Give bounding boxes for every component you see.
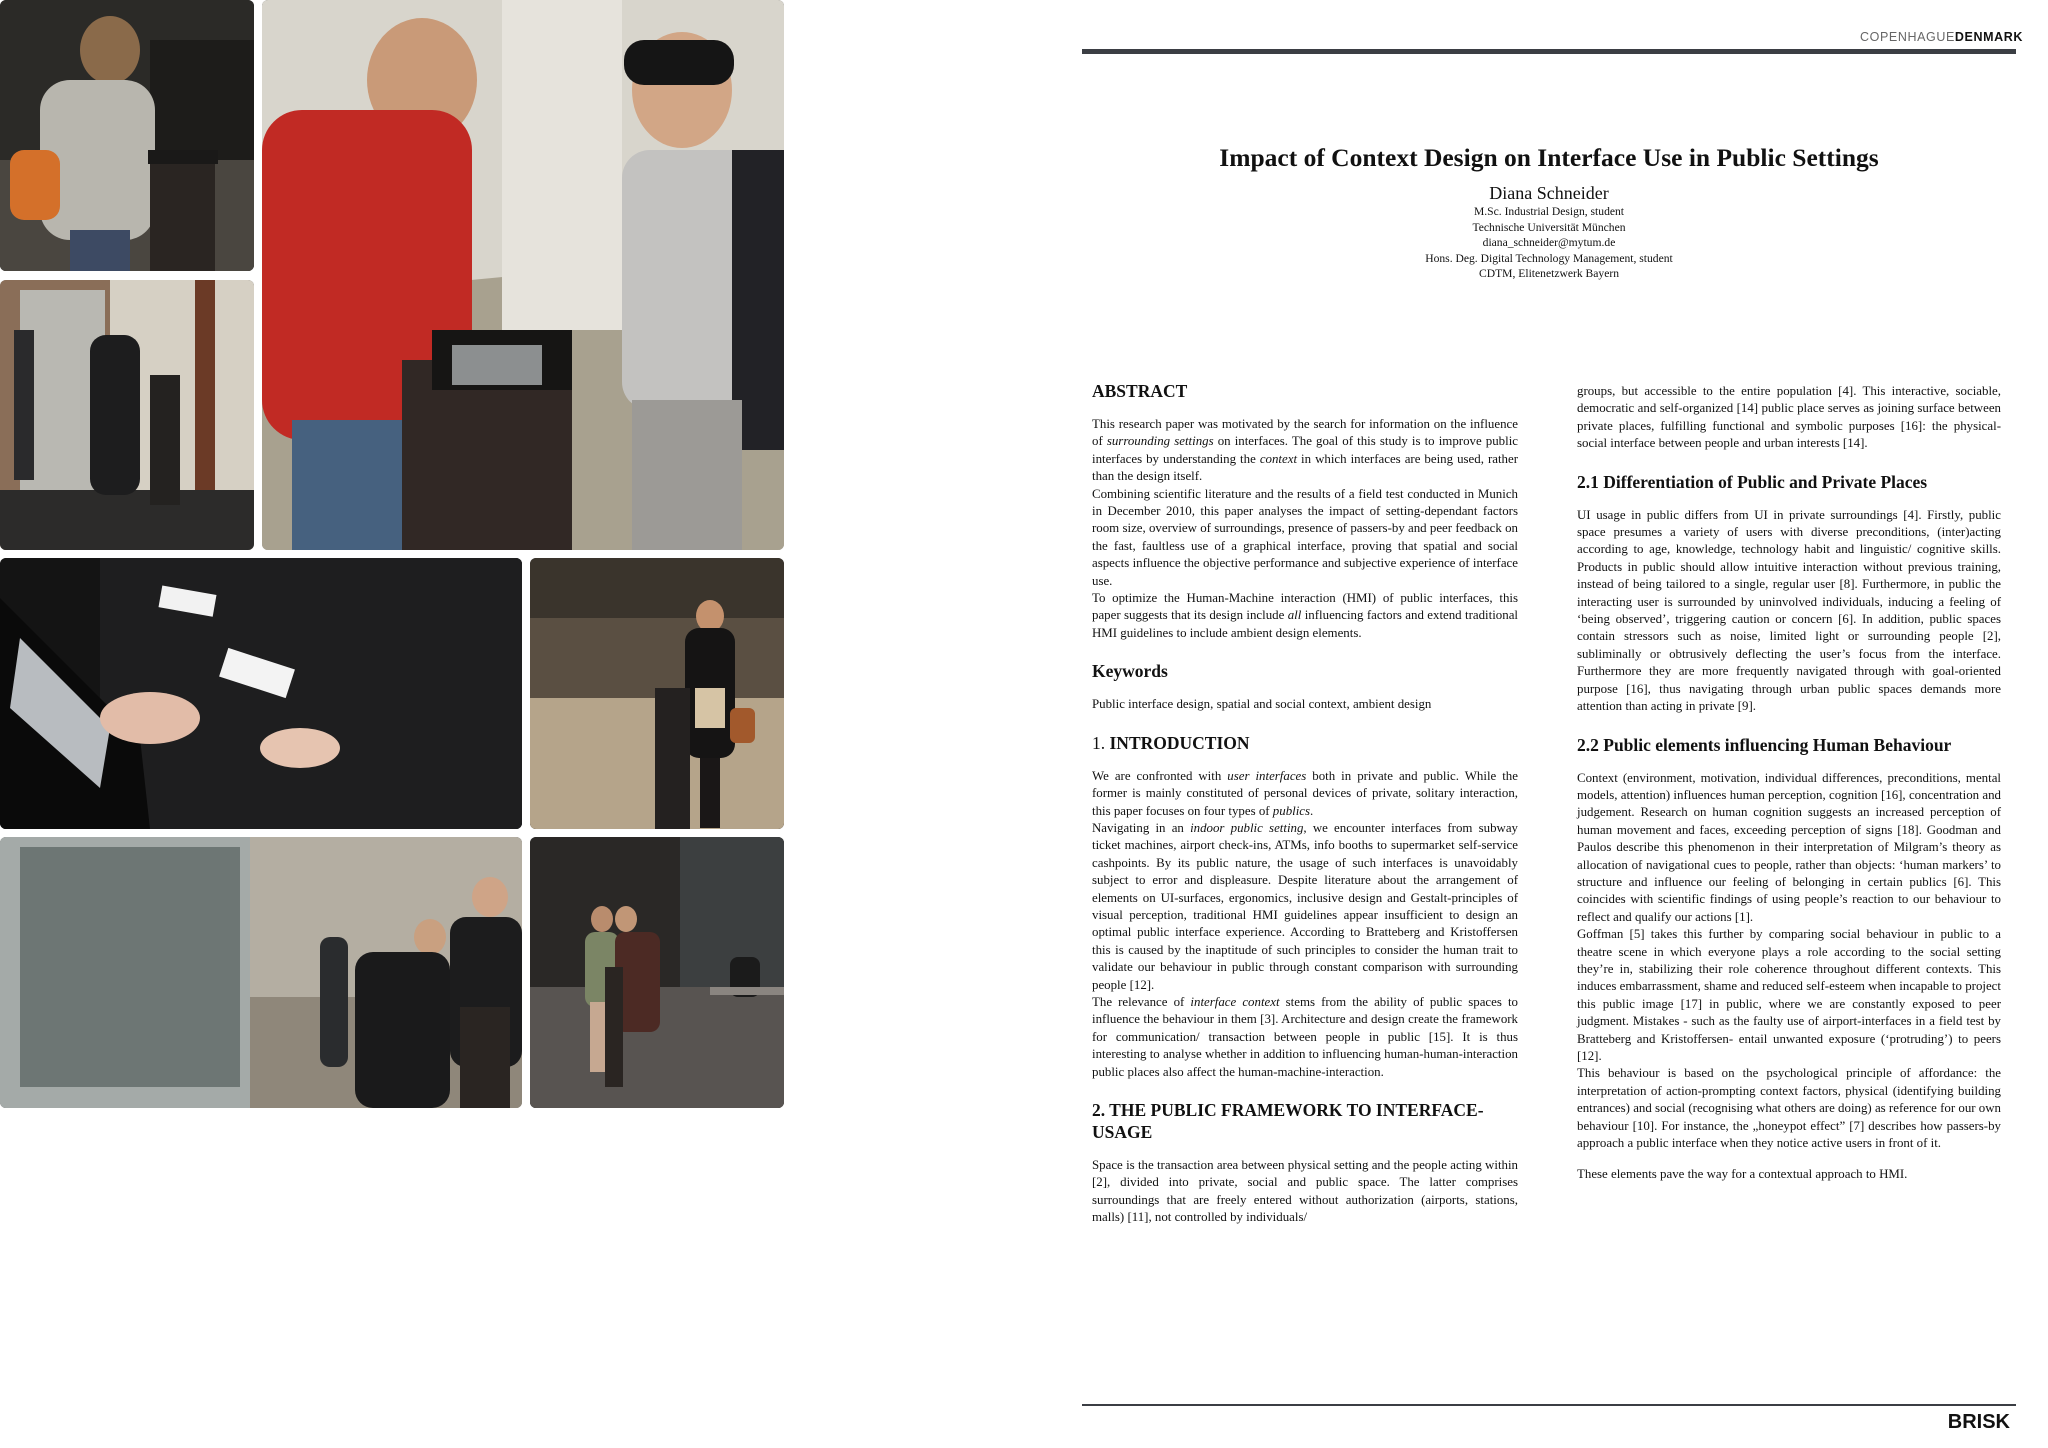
section2-heading: 2. THE PUBLIC FRAMEWORK TO INTERFACE-USAGE: [1092, 1100, 1484, 1142]
abstract-heading: ABSTRACT: [1092, 381, 1188, 401]
section21-heading: 2.1 Differentiation of Public and Private Places: [1577, 471, 1928, 492]
keywords-heading: Keywords: [1092, 661, 1168, 682]
keywords-text: Public interface design, spatial and social context, ambient design: [1092, 697, 1432, 712]
author-name: Diana Schneider: [1489, 183, 1609, 203]
section22-paragraph: Context (environment, motivation, individual differences, preconditions, mental models, attention) influences human perception, cognition [16], concentration and judgement. Research on human cognition suggests an increased perception of human movement and faces, exceeding perception of signs [18]. Goodman and Paulos describe this phenomenon in their interpretation of Milgram’s theory as allocation of navigational cues to people, rather than objects: ‘human markers’ to structure and influence our feeling of belonging in certain publics [6]. This coincides with scientific findings of using people’s reaction to our behaviour to reflect and qualify our actions [1].: [1577, 770, 2001, 924]
dtu-logo-sub2: Tekniske Universitet: [88, 1370, 158, 1401]
intro-paragraph: Navigating in an indoor public setting, we encounter interfaces from subway ticket machines, airport check-ins, ATMs, info booths to supermarket self-service cashpoints. By its public nature, the usage of such interfaces is unavoidably subject to error and displeasure. Despite literature about the arrangement of elements on UI-surfaces, ergonomics, inclusive design and Gestalt-principles of visual perception, traditional HMI guidelines appear insufficient to design an optimal public interface experience. According to Bratteberg and Kristoffersen this is caused by the inaptitude of such principles to consider the human trait to validate our behaviour in public through constant comparison with surrounding people [12].: [1092, 820, 1518, 992]
dtu-logo-sub1: Danmarks: [90, 1354, 156, 1369]
left-column: [1092, 380, 1518, 1227]
section21-paragraph: UI usage in public differs from UI in private surroundings [4]. Firstly, public space presumes a variety of users with diverse preconditions, (inter)acting according to age, knowledge, technology habit and linguistic/ cognitive skills. Products in public should allow intuitive interaction without previous training, instead of being tailored to a single, regular user [8]. Furthermore, in public the interacting user is surrounded by uninvolved individuals, inducing a feeling of ‘being observed’, triggering caution or concern [6]. In addition, public spaces contain stressors such as noise, limited light or surrounding people [2], subliminally or obtrusively deflecting the user’s focus from the interface. Furthermore they are more frequently navigated through with goal-oriented purpose [16], thus navigating through urban public spaces demands more attention than acting in private [9].: [1577, 507, 2001, 714]
paper-title: Impact of Context Design on Interface Use in Public Settings: [1219, 143, 1879, 172]
photo-two-men-at-kiosk: [262, 0, 784, 550]
affiliation-line: Technische Universität München: [1472, 220, 1626, 234]
section22-paragraph: This behaviour is based on the psychological principle of affordance: the interpretation of action-prompting context factors, physical (identifying building entrances) and social (recognising what others are doing) as reference for our own behaviour [10]. For instance, the „honeypot effect” [7] describes how passers-by approach a public interface when they notice active users in front of it.: [1577, 1066, 2001, 1151]
dtu-logo-text: DTU: [80, 1261, 166, 1305]
photo-hands-touchscreen: [0, 558, 522, 829]
author-block: [1082, 182, 2016, 282]
photo-dtu-entrance: [0, 837, 522, 1108]
right-column: [1577, 383, 2001, 1184]
dtu-logo-waves-icon: [93, 1306, 153, 1350]
section2-paragraph-continued: groups, but accessible to the entire population [4]. This interactive, sociable, democratic and self-organized [14] public place serves as joining surface between private places, fulfilling functional and symbolic purposes [16]: the physical-social interface between people and urban interests [14].: [1577, 384, 2001, 451]
header-label-bold: DENMARK: [1954, 30, 2023, 44]
dtu-logo: [58, 1262, 188, 1402]
photo-entrance-kiosk: [0, 280, 254, 550]
affiliation-line: Hons. Deg. Digital Technology Management, student: [1425, 251, 1673, 265]
section22-paragraph: These elements pave the way for a contextual approach to HMI.: [1577, 1167, 1908, 1182]
footer-brand: BRISK: [1947, 1411, 2010, 1433]
footer-rule: [1082, 1404, 2016, 1406]
header-label-light: COPENHAGUE: [1860, 30, 1955, 44]
abstract-paragraph: Combining scientific literature and the results of a field test conducted in Munich in December 2010, this paper analyses the impact of setting-dependant factors room size, overview of surroundings, presence of passers-by and peer feedback on the fast, faultless use of a graphical interface, proving that spatial and social aspects influence the objective performance and subjective experience of interface use.: [1092, 486, 1518, 588]
author-email: diana_schneider@mytum.de: [1482, 236, 1616, 249]
photo-man-at-kiosk: [0, 0, 254, 271]
abstract-paragraph: To optimize the Human-Machine interaction (HMI) of public interfaces, this paper suggests that its design include all influencing factors and extend traditional HMI guidelines to include ambient design elements.: [1092, 591, 1518, 640]
photo-woman-at-kiosk: [530, 558, 784, 829]
photo-two-people-at-kiosk: [530, 837, 784, 1108]
header-label: [1860, 30, 2023, 44]
affiliation-line: CDTM, Elitenetzwerk Bayern: [1478, 267, 1620, 280]
affiliation-line: M.Sc. Industrial Design, student: [1473, 205, 1625, 218]
header-rule: [1082, 49, 2016, 54]
intro-paragraph: The relevance of interface context stems from the ability of public spaces to influence the behaviour in them [3]. Architecture and design create the framework for communication/ transaction between people in public [15]. It is thus interesting to analyse whether in addition to influencing human-human-interaction public places also affect the human-machine-interaction.: [1092, 994, 1518, 1079]
section22-heading: 2.2 Public elements influencing Human Behaviour: [1577, 734, 1952, 755]
section22-paragraph: Goffman [5] takes this further by comparing social behaviour in public to a theatre scene in which everyone plays a role according to the social setting they’re in, stabilizing their role coherence throughout different contexts. This induces embarrassment, shame and reduced self-esteem when incapable to project this public image [17] in public, where we are constantly exposed to peer judgment. Mistakes - such as the faulty use of airport-interfaces in a field test by Bratteberg and Kristoffersen- entail unwanted exposure (‘protruding’) to peers [12].: [1577, 927, 2001, 1063]
intro-heading: 1. INTRODUCTION: [1092, 732, 1250, 753]
intro-paragraph: We are confronted with user interfaces both in private and public. While the former is mainly constituted of personal devices of private, solitary interaction, this paper focuses on four types of publics.: [1092, 768, 1518, 818]
section2-paragraph: Space is the transaction area between physical setting and the people acting within [2], divided into private, social and public space. The latter comprises surroundings that are freely entered without authorization (airports, stations, malls) [11], not controlled by individuals/: [1092, 1158, 1518, 1225]
abstract-paragraph: This research paper was motivated by the search for information on the influence of surrounding settings on interfaces. The goal of this study is to improve public interfaces by understanding the context in which interfaces are being used, rather than the design itself.: [1092, 417, 1518, 484]
